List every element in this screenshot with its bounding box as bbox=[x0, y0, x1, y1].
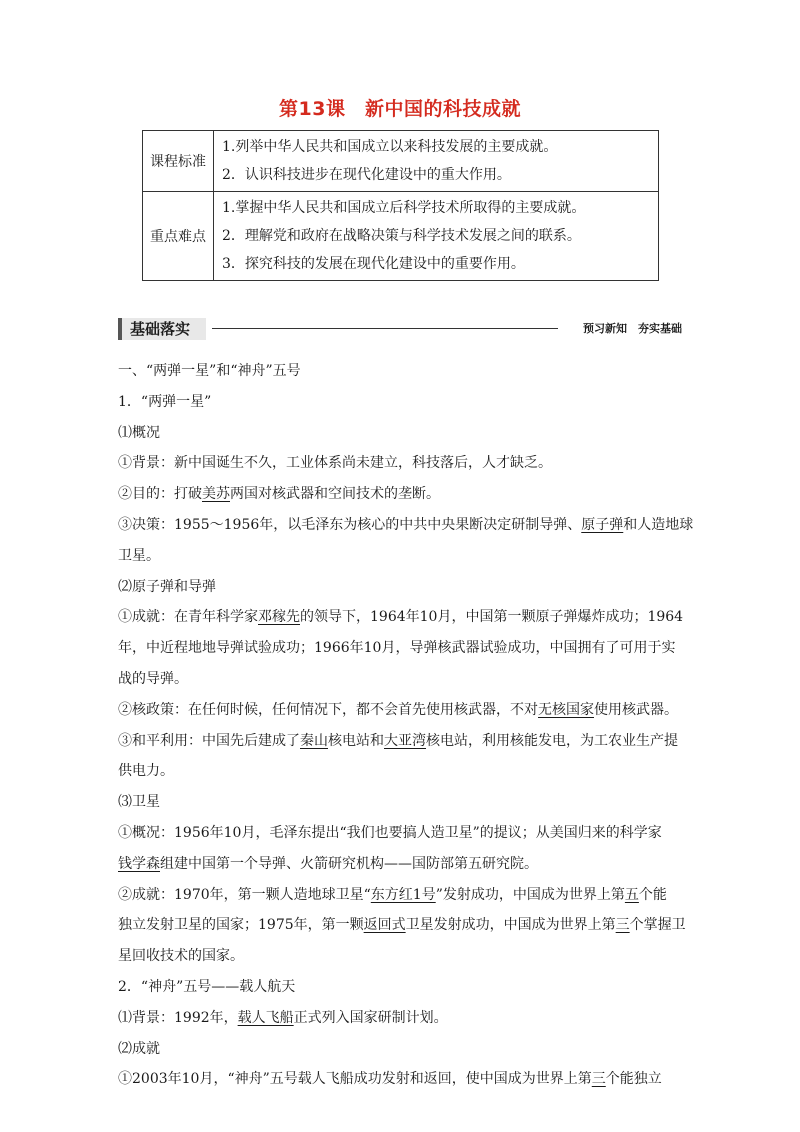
paragraph-line: 星回收技术的国家。 bbox=[118, 948, 244, 965]
key-point-item: 2．理解党和政府在战略决策与科学技术发展之间的联系。 bbox=[222, 228, 581, 244]
standard-item: 1.列举中华人民共和国成立以来科技发展的主要成就。 bbox=[222, 139, 558, 155]
answer-blank: 东方红1号 bbox=[370, 886, 436, 903]
subheading: ⑶卫星 bbox=[118, 794, 160, 811]
section-title: 基础落实 bbox=[118, 318, 206, 340]
answer-blank: 秦山 bbox=[300, 732, 328, 749]
paragraph-line: 年，中近程地地导弹试验成功；1966年10月，导弹核武器试验成功，中国拥有了可用于实 bbox=[118, 640, 676, 657]
paragraph-line: ③和平利用：中国先后建成了秦山核电站和大亚湾核电站，利用核能发电，为工农业生产提 bbox=[118, 732, 678, 749]
row-label-standards: 课程标准 bbox=[143, 131, 214, 192]
answer-blank: 载人飞船 bbox=[237, 1009, 294, 1026]
section-divider bbox=[212, 328, 558, 329]
paragraph-line: ②核政策：在任何时候，任何情况下，都不会首先使用核武器，不对无核国家使用核武器。 bbox=[118, 701, 678, 718]
subheading: ⑵原子弹和导弹 bbox=[118, 578, 216, 595]
heading-1: 一、“两弹一星”和“神舟”五号 bbox=[118, 363, 301, 379]
standard-item: 2．认识科技进步在现代化建设中的重大作用。 bbox=[222, 167, 511, 183]
answer-blank: 邓稼先 bbox=[258, 609, 300, 626]
table-row bbox=[143, 131, 659, 192]
paragraph-line: ②成就：1970年，第一颗人造地球卫星“东方红1号”发射成功，中国成为世界上第五个能 bbox=[118, 886, 667, 903]
key-point-item: 1.掌握中华人民共和国成立后科学技术所取得的主要成就。 bbox=[222, 200, 586, 216]
heading-2: 2．“神舟”五号——载人航天 bbox=[118, 978, 296, 995]
paragraph-line: 独立发射卫星的国家；1975年，第一颗返回式卫星发射成功，中国成为世界上第三个掌握卫 bbox=[118, 917, 686, 934]
paragraph-line: 供电力。 bbox=[118, 763, 174, 780]
paragraph-line: 钱学森组建中国第一个导弹、火箭研究机构——国防部第五研究院。 bbox=[118, 855, 538, 872]
paragraph-line: ①成就：在青年科学家邓稼先的领导下，1964年10月，中国第一颗原子弹爆炸成功；1964 bbox=[118, 609, 684, 626]
subheading: ⑵成就 bbox=[118, 1040, 160, 1057]
answer-blank: 无核国家 bbox=[538, 701, 594, 718]
key-point-item: 3．探究科技的发展在现代化建设中的重要作用。 bbox=[222, 256, 525, 272]
subheading: ⑴概况 bbox=[118, 424, 160, 441]
answer-blank: 返回式 bbox=[363, 917, 406, 934]
paragraph-line: ③决策：1955～1956年，以毛泽东为核心的中共中央果断决定研制导弹、原子弹和人造地球 bbox=[118, 516, 694, 533]
lesson-title: 第13课 新中国的科技成就 bbox=[279, 98, 521, 120]
curriculum-standards-table bbox=[142, 130, 659, 281]
paragraph-line: ①背景：新中国诞生不久，工业体系尚未建立，科技落后，人才缺乏。 bbox=[118, 455, 552, 472]
paragraph-line: 战的导弹。 bbox=[118, 670, 188, 687]
paragraph-line: ①2003年10月，“神舟”五号载人飞船成功发射和返回，使中国成为世界上第三个能独立 bbox=[118, 1071, 662, 1088]
answer-blank: 原子弹 bbox=[581, 516, 624, 533]
paragraph-line: ①概况：1956年10月，毛泽东提出“我们也要搞人造卫星”的提议；从美国归来的科学家 bbox=[118, 824, 662, 841]
answer-blank: 美苏 bbox=[202, 486, 230, 503]
answer-blank: 三 bbox=[615, 917, 630, 934]
paragraph-line: 卫星。 bbox=[118, 547, 160, 564]
heading-2: 1．“两弹一星” bbox=[118, 393, 212, 410]
section-header bbox=[118, 318, 682, 340]
table-row bbox=[143, 192, 659, 281]
answer-blank: 五 bbox=[624, 886, 639, 903]
answer-blank: 钱学森 bbox=[118, 855, 160, 872]
lesson-body bbox=[118, 356, 694, 1095]
answer-blank: 三 bbox=[591, 1071, 606, 1088]
paragraph-line: ②目的：打破美苏两国对核武器和空间技术的垄断。 bbox=[118, 486, 440, 503]
section-subtitle: 预习新知 夯实基础 bbox=[583, 322, 682, 335]
paragraph-line: ⑴背景：1992年，载人飞船正式列入国家研制计划。 bbox=[118, 1009, 448, 1026]
row-label-key-points: 重点难点 bbox=[143, 192, 214, 281]
answer-blank: 大亚湾 bbox=[384, 732, 426, 749]
